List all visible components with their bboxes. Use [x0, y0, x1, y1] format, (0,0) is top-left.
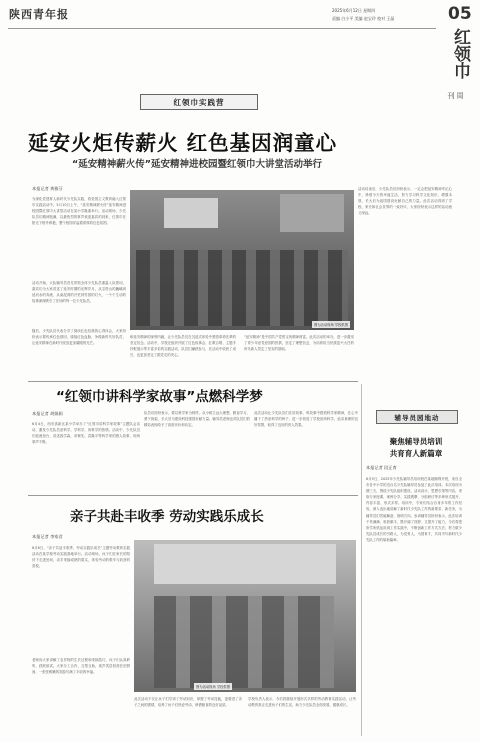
story3-byline: 本报记者 李家君 — [32, 534, 63, 539]
story1-photo-classroom — [130, 190, 354, 330]
story1-col1: 为深化党建育人新时代少先队实践，将爱国主义教育融入红领巾实践活动中，5月10日上午，“延安精神薪火传”延安精神进校园暨红领巾大讲堂活动在某小学隆重举行。活动现场，少先队员们精神饱满，以最热烈的掌声欢迎嘉宾的到来，红领巾在阳光下格外鲜艳，整个校园洋溢着浓厚的红色氛围。 — [32, 197, 126, 226]
story3-col1b: 老师向大家讲解了农作物的生长过程和采摘技巧，孩子们认真聆听，跃跃欲试。大家分工合作、互帮互助，欢声笑语回荡在田野间，一张张稚嫩的笑脸写满了丰收的幸福。 — [32, 658, 130, 675]
kicker-tag: 红领巾实践营 — [140, 94, 258, 110]
photo-children — [154, 596, 334, 688]
masthead-rule — [8, 28, 436, 29]
story3-col2: 此次活动不仅让孩子们学到了劳动知识，掌握了劳动技能，更增进了亲子之间的感情，培养了孩子们热爱劳动、珍惜粮食的良好品质。 — [134, 697, 242, 708]
masthead-editors: 责编 白小平 美编 赵宝玲 校对 王晶 — [332, 16, 395, 21]
story1-col3: “延安精神”是中国共产党的宝贵精神财富。此次活动的举办，进一步激发了青少年爱党爱国的热情，坚定了理想信念，为培养担当民族复兴大任的时代新人奠定了坚实的基础。 — [244, 335, 354, 352]
story3-photo-harvest — [134, 540, 356, 692]
story3-col3: 学校负责人表示，今后将继续开展形式多样的劳动教育实践活动，让劳动教育真正走进孩子们的生活，助力少先队员全面发展、健康成长。 — [248, 697, 356, 708]
story2-byline: 本报记者 胡娟娟 — [32, 411, 63, 416]
story2-col2: 队员们纷纷表示，要以科学家为榜样，从小树立远大理想，勤奋学习、勇于探索，长大后为建设科技强国贡献力量。辅导员老师也对队员们的精彩表现给予了高度评价和肯定。 — [144, 411, 250, 428]
sidebar-byline: 本报记者 段正育 — [366, 465, 397, 470]
story1-photo-caption: 图为活动现场 学校供图 — [313, 323, 348, 327]
section-title: 红领巾 — [450, 28, 470, 79]
story2-col1: 6月4日，西安高新区某小学举办了“红领巾讲科学家故事”主题队会活动，激发少先队员爱科学、学科学、用科学的热情。活动中，少先队员们轮流登台，讲述钱学森、邓稼先、袁隆平等科学家的感人故事，现场掌声不断。 — [32, 422, 140, 445]
section-subtitle: 周刊 — [447, 92, 464, 99]
divider-1 — [28, 381, 358, 382]
page-number: 05 — [448, 4, 472, 24]
divider-2 — [28, 495, 358, 496]
sidebar-headline-1: 聚焦辅导员培训 — [389, 437, 443, 446]
masthead-date: 2025年6月12日 星期四 — [332, 8, 376, 13]
story1-col4: 活动结束后，少先队员们纷纷表示，一定会把延安精神牢记心中，珍惜今天的幸福生活，努力学习科学文化知识，增强本领，长大后为祖国建设贡献自己的力量。此次活动得到了学校、家长和社会各界的一致好评，大家纷纷表示这样的活动意义深远。 — [358, 187, 452, 216]
story1-col1b: 活动开始，大队辅导员首先带领全体少先队员重温入队誓词，嘉宾们为大家讲述了延安时期的光辉岁月，从宝塔山的巍峨到延河水的奔流，从南泥湾的开荒到枣园的灯火，一个个生动的故事深深吸引了在场的每一位少先队员。 — [32, 281, 126, 304]
story1-col1c: 随后，少先队员代表分享了阅读红色经典的心得体会，大家纷纷表示要传承红色基因，赓续红色血脉，争做新时代好队员，让延安精神在新时代绽放更加耀眼的光芒。 — [32, 329, 126, 346]
story3-photo-caption: 图为活动现场 学校供图 — [196, 685, 231, 689]
sidebar-headline-2: 共育育人新篇章 — [389, 449, 443, 458]
story3-headline: 亲子共赴丰收季 劳动实践乐成长 — [70, 509, 264, 525]
story1-subhead: “延安精神薪火传”延安精神进校园暨红领巾大讲堂活动举行 — [72, 159, 322, 170]
photo-building — [154, 544, 336, 584]
classroom-screen — [164, 198, 218, 228]
sidebar-tag: 辅导员园地动 — [376, 410, 458, 424]
masthead — [0, 0, 480, 99]
story2-headline: “红领巾讲科学家故事”点燃科学梦 — [56, 389, 263, 405]
story1-byline: 本报记者 黄雅芬 — [32, 186, 63, 191]
story2-col3: 此次活动让少先队员们在讲故事、听故事中感悟科学家精神，在心中播下了热爱科学的种子，进一步营造了学校崇尚科学、追求真理的良好氛围，取得了良好的育人效果。 — [254, 411, 358, 428]
story1-col2: 和延安精神的深刻内涵，让少先队员们在沉浸式体验中感悟革命先辈的坚定信念。活动中，学校还组织开展了红色故事会、红歌合唱、主题手抄报展示等丰富多彩的实践活动，队员们踊跃参与，在活动中收获了成长，也更加坚定了跟党走的决心。 — [130, 335, 236, 358]
story1-headline: 延安火炬传薪火 红色基因润童心 — [28, 131, 338, 155]
story3-col1: 6月6日，“亲子共赴丰收季，劳动实践乐成长”主题劳动教育实践活动在某学校劳动实践基地举行。活动现场，孩子们在家长的陪伴下走进田间，亲手采摘成熟的果实，体验劳动的艰辛与收获的喜悦。 — [32, 546, 130, 569]
sidebar-body: 6月5日，2025年少先队辅导员培训班在某地顺利开班，来自全市各中小学的近百名少先队辅导员参加了此次培训。本次培训为期三天，围绕少先队组织建设、活动设计、思想引领等内容，采取专家授课、案例分享、实践观摩、分组研讨等多种形式展开，内容丰富、形式多样。培训中，专家们结合自身多年的工作经验，深入浅出地讲解了新时代少先队工作的新要求、新任务，为辅导员们答疑解惑，指明方向。参训辅导员纷纷表示，此次培训干货满满、收获颇丰，既开阔了视野，又提升了能力，今后将把所学所悟运用到工作实践中，不断创新工作方式方法，努力做少先队员成长的引路人，为党育人、为国育才，共同书写新时代少先队工作的崭新篇章。 — [366, 477, 462, 542]
classroom-window — [280, 194, 344, 232]
sidebar-divider — [361, 384, 362, 736]
classroom-students — [136, 250, 348, 326]
paper-name-logo: 陕西青年报 — [9, 8, 69, 21]
